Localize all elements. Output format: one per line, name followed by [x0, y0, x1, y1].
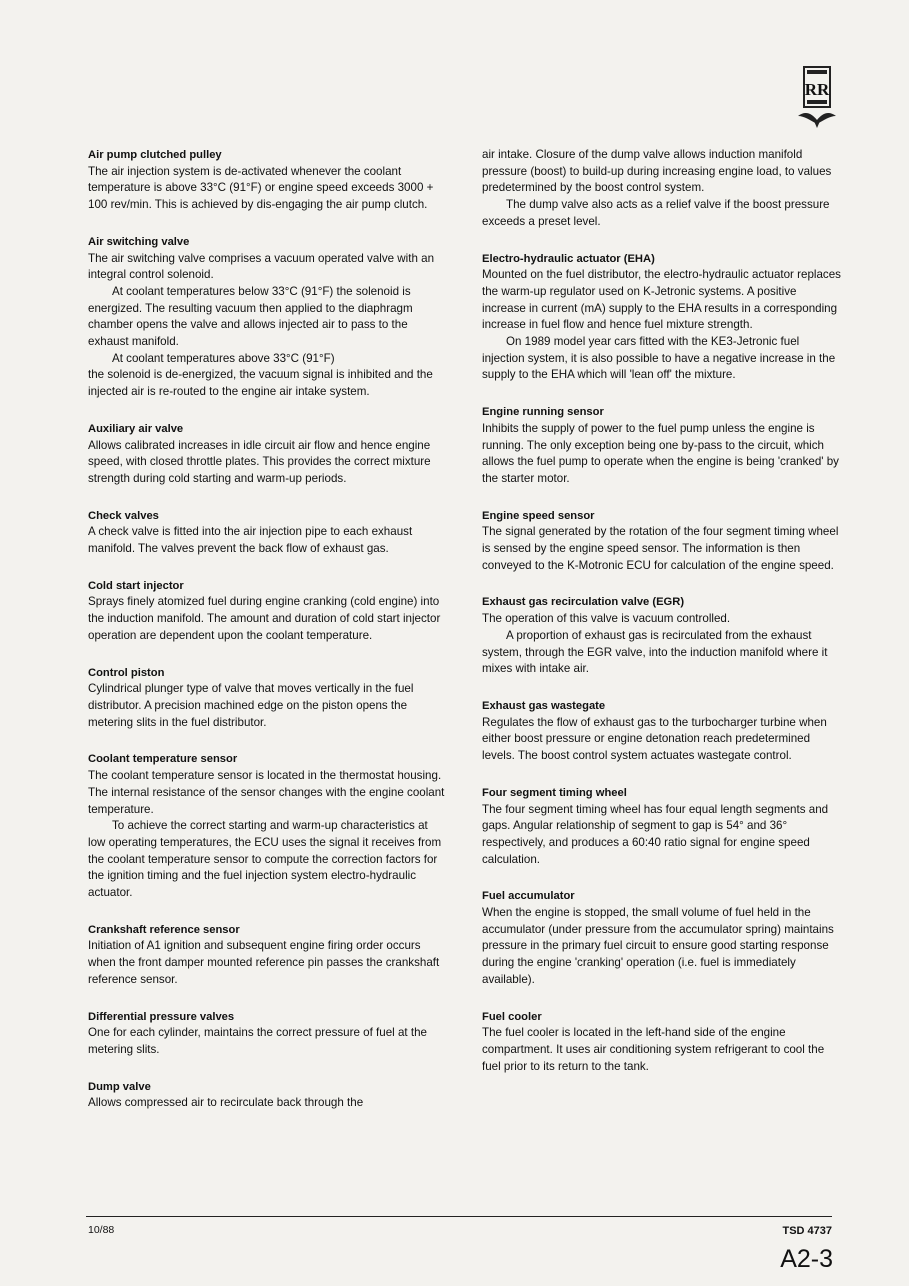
glossary-entry	[482, 785, 842, 869]
entry-heading: Control piston	[88, 666, 165, 679]
glossary-entry	[88, 234, 446, 401]
glossary-entry	[482, 594, 842, 678]
entry-paragraph: A check valve is fitted into the air injection pipe to each exhaust manifold. The valves prevent the back flow of exhaust gas.	[88, 525, 413, 556]
entry-heading: Check valves	[88, 509, 159, 522]
entry-paragraph: Initiation of A1 ignition and subsequent engine firing order occurs when the front damper mounted reference pin passes the crankshaft reference sensor.	[88, 939, 440, 986]
glossary-entry	[482, 698, 842, 765]
entry-paragraph: A proportion of exhaust gas is recirculated from the exhaust system, through the EGR valve, into the induction manifold where it mixes with intake air.	[482, 628, 828, 676]
entry-paragraph: Mounted on the fuel distributor, the electro-hydraulic actuator replaces the warm-up regulator used on K-Jetronic systems. A positive increase in current (mA) supply to the EHA results in a corresponding increase in fuel flow and hence fuel mixture strength.	[482, 268, 841, 332]
page-number: A2-3	[780, 1245, 833, 1273]
entry-heading: Engine speed sensor	[482, 509, 595, 522]
glossary-entry	[482, 147, 842, 231]
entry-heading: Air switching valve	[88, 235, 190, 248]
glossary-entry	[88, 922, 446, 989]
document-reference: TSD 4737	[782, 1225, 832, 1237]
entry-heading: Dump valve	[88, 1080, 151, 1093]
entry-heading: Fuel cooler	[482, 1010, 542, 1023]
entry-heading: Electro-hydraulic actuator (EHA)	[482, 252, 655, 265]
entry-paragraph: Sprays finely atomized fuel during engine cranking (cold engine) into the induction manifold. The amount and duration of cold start injector operation are dependent upon the coolant temperature.	[88, 595, 441, 642]
glossary-entry	[482, 1009, 842, 1076]
glossary-entry	[88, 508, 446, 558]
footer-date: 10/88	[88, 1224, 115, 1236]
entry-paragraph: When the engine is stopped, the small volume of fuel held in the accumulator (under pressure from the accumulator spring) maintains pressure in the primary fuel circuit to ensure good starting response during the engine 'cranking' operation (i.e. fuel is immediately available).	[482, 906, 834, 986]
entry-heading: Exhaust gas recirculation valve (EGR)	[482, 596, 685, 609]
glossary-entry	[482, 888, 842, 988]
entry-paragraph: Regulates the flow of exhaust gas to the turbocharger turbine when either boost pressure or engine detonation reach predetermined levels. The boost control system actuates wastegate control.	[482, 715, 827, 763]
glossary-entry	[482, 508, 842, 575]
logo-monogram: RR	[804, 80, 830, 99]
entry-heading: Differential pressure valves	[88, 1010, 235, 1023]
glossary-entry	[88, 751, 446, 901]
entry-paragraph: The air switching valve comprises a vacuum operated valve with an integral control solenoid.	[88, 251, 435, 282]
entry-paragraph: The four segment timing wheel has four equal length segments and gaps. Angular relationship of segment to gap is 54° and 36° respectively, and produces a 60:40 ratio signal for engine speed calculation.	[482, 802, 829, 866]
entry-heading: Coolant temperature sensor	[88, 753, 238, 766]
entry-paragraph: The dump valve also acts as a relief valve if the boost pressure exceeds a preset level.	[482, 198, 830, 228]
entry-heading: Four segment timing wheel	[482, 786, 627, 799]
glossary-entry	[88, 1009, 446, 1059]
entry-paragraph: The operation of this valve is vacuum controlled.	[482, 612, 731, 626]
entry-heading: Fuel accumulator	[482, 890, 575, 903]
glossary-entry	[88, 665, 446, 732]
rolls-royce-logo	[792, 64, 842, 132]
glossary-entry	[482, 404, 842, 488]
entry-paragraph: The coolant temperature sensor is located in the thermostat housing. The internal resistance of the sensor changes with the engine coolant temperature.	[88, 769, 445, 816]
glossary-entry	[88, 578, 446, 645]
entry-paragraph: Inhibits the supply of power to the fuel pump unless the engine is running. The only exception being one by-pass to the circuit, which allows the fuel pump to operate when the engine is being 'cranked' by the starter motor.	[482, 421, 839, 485]
glossary-entry	[88, 421, 446, 488]
entry-paragraph: The signal generated by the rotation of the four segment timing wheel is sensed by the engine speed sensor. The information is then conveyed to the K-Motronic ECU for calculation of the engine speed.	[482, 525, 839, 572]
entry-heading: Air pump clutched pulley	[88, 149, 222, 161]
entry-paragraph: the solenoid is de-energized, the vacuum signal is inhibited and the injected air is re-routed to the engine air intake system.	[88, 368, 433, 399]
entry-paragraph: Allows compressed air to recirculate back through the	[88, 1096, 364, 1110]
left-column	[88, 147, 446, 1132]
entry-paragraph: At coolant temperatures below 33°C (91°F) the solenoid is energized. The resulting vacuum then applied to the diaphragm chamber opens the valve and allows injected air to pass to the exhaust manifold.	[88, 284, 413, 349]
entry-paragraph: air intake. Closure of the dump valve allows induction manifold pressure (boost) to build-up during increasing engine load, to values predetermined by the boost control system.	[482, 148, 832, 195]
entry-heading: Engine running sensor	[482, 406, 604, 419]
entry-paragraph: On 1989 model year cars fitted with the KE3-Jetronic fuel injection system, it is also possible to have a negative increase in the supply to the EHA which will 'lean off' the mixture.	[482, 335, 836, 382]
glossary-entry	[88, 147, 446, 214]
entry-paragraph: The air injection system is de-activated whenever the coolant temperature is above 33°C (91°F) or engine speed exceeds 3000 + 100 rev/min. This is achieved by dis-engaging the air pump clutch.	[88, 164, 434, 212]
entry-heading: Cold start injector	[88, 579, 184, 592]
entry-paragraph: To achieve the correct starting and warm-up characteristics at low operating temperatures, the ECU uses the signal it receives from the coolant temperature sensor to compute the correction factors for the ignition timing and the fuel injection system electro-hydraulic actuator.	[88, 819, 442, 900]
entry-paragraph: The fuel cooler is located in the left-hand side of the engine compartment. It uses air conditioning system refrigerant to cool the fuel prior to its return to the tank.	[482, 1026, 825, 1073]
entry-paragraph: Allows calibrated increases in idle circuit air flow and hence engine speed, with closed throttle plates. This provides the correct mixture strength during cold starting and warm-up periods.	[88, 438, 431, 485]
entry-heading: Auxiliary air valve	[88, 422, 184, 435]
glossary-entry	[482, 251, 842, 385]
entry-heading: Exhaust gas wastegate	[482, 699, 606, 712]
right-column	[482, 147, 842, 1095]
entry-paragraph: At coolant temperatures above 33°C (91°F)	[112, 351, 335, 365]
footer-rule	[86, 1216, 832, 1217]
entry-paragraph: One for each cylinder, maintains the correct pressure of fuel at the metering slits.	[88, 1026, 427, 1056]
glossary-entry	[88, 1079, 446, 1112]
entry-paragraph: Cylindrical plunger type of valve that moves vertically in the fuel distributor. A precision machined edge on the piston opens the metering slits in the fuel distributor.	[88, 682, 414, 729]
entry-heading: Crankshaft reference sensor	[88, 923, 240, 936]
